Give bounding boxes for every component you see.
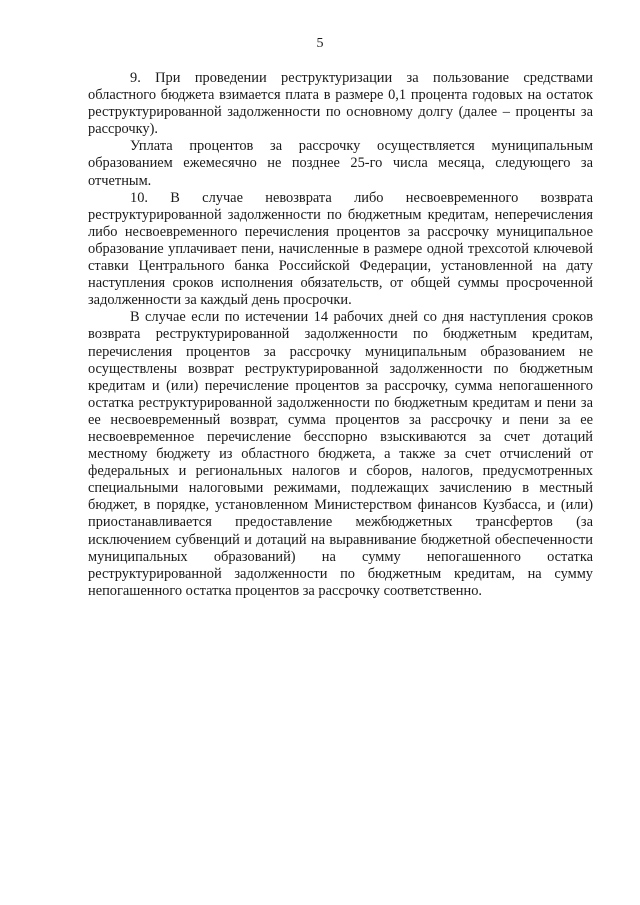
paragraph-clause-9: 9. При проведении реструктуризации за пользование средствами областного бюджета взимается плата в размере 0,1 процента годовых на остаток реструктурированной задолженности по основному долгу (далее – проценты за рассрочку). bbox=[88, 70, 593, 138]
paragraph-recovery-procedure: В случае если по истечении 14 рабочих дней со дня наступления сроков возврата реструктурированной задолженности по бюджетным кредитам, перечисления процентов за рассрочку муниципальным образованием не осуществлены возврат реструктурированной задолженности по бюджетным кредитам и (или) перечисление процентов за рассрочку, сумма непогашенного остатка реструктурированной задолженности по бюджетным кредитам и пени за ее несвоевременный возврат, сумма процентов за рассрочку и пени за ее несвоевременное перечисление бесспорно взыскиваются за счет дотаций местному бюджету из областного бюджета, а также за счет отчислений от федеральных и региональных налогов и сборов, налогов, предусмотренных специальными налоговыми режимами, подлежащих зачислению в местный бюджет, в порядке, установленном Министерством финансов Кузбасса, и (или) приостанавливается предоставление межбюджетных трансфертов (за исключением субвенций и дотаций на выравнивание бюджетной обеспеченности муниципальных образований) на сумму непогашенного остатка реструктурированной задолженности по бюджетным кредитам, на сумму непогашенного остатка процентов за рассрочку соответственно. bbox=[88, 309, 593, 599]
paragraph-clause-10: 10. В случае невозврата либо несвоевременного возврата реструктурированной задолженности по бюджетным кредитам, неперечисления либо несвоевременного перечисления процентов за рассрочку муниципальное образование уплачивает пени, начисленные в размере одной трехсотой ключевой ставки Центрального банка Российской Федерации, установленной на дату наступления сроков исполнения обязательств, от общей суммы просроченной задолженности за каждый день просрочки. bbox=[88, 189, 593, 309]
page-number: 5 bbox=[316, 36, 324, 51]
document-body bbox=[88, 70, 593, 600]
paragraph-interest-payment: Уплата процентов за рассрочку осуществляется муниципальным образованием ежемесячно не позднее 25-го числа месяца, следующего за отчетным. bbox=[88, 138, 593, 189]
